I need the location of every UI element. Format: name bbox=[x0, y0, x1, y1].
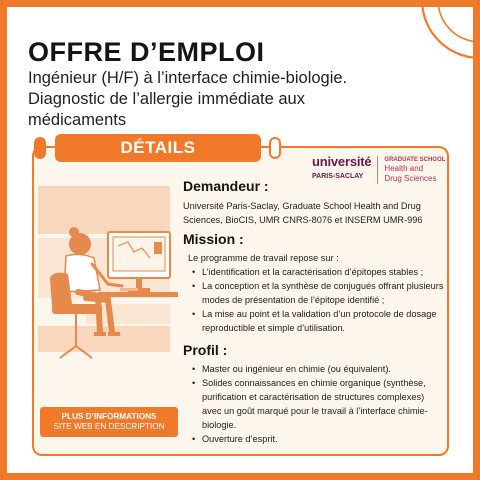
list-item: • Ouverture d’esprit. bbox=[188, 432, 446, 446]
tab-pill-left bbox=[34, 137, 46, 159]
university-logo bbox=[312, 156, 445, 186]
demandeur-heading: Demandeur : bbox=[183, 178, 269, 194]
website-label: SITE WEB EN DESCRIPTION bbox=[53, 422, 165, 431]
demandeur-text: Université Paris-Saclay, Graduate School Health and Drug Sciences, BioCIS, UMR CNRS-8076 et INSERM UMR-996 bbox=[183, 201, 423, 225]
list-item: • La mise au point et la validation d’un protocole de dosage reproductible et simple d’utilisation. bbox=[188, 307, 446, 335]
details-tab: DÉTAILS bbox=[55, 134, 261, 162]
logo-school-name-1: Health and bbox=[384, 164, 424, 173]
logo-school-name-2: Drug Sciences bbox=[384, 174, 437, 183]
page-title: OFFRE D’EMPLOI bbox=[28, 37, 265, 67]
more-info-label: PLUS D’INFORMATIONS bbox=[61, 412, 157, 421]
mission-intro: Le programme de travail repose sur : bbox=[188, 253, 339, 263]
logo-divider bbox=[377, 156, 378, 184]
mission-list bbox=[188, 265, 446, 335]
person-at-computer-illustration bbox=[38, 186, 178, 386]
more-info-button[interactable] bbox=[40, 407, 178, 437]
list-item: • L’identification et la caractérisation d’épitopes stables ; bbox=[188, 265, 446, 279]
corner-decoration bbox=[360, 0, 480, 80]
job-subtitle: Ingénieur (H/F) à l’interface chimie-biologie. Diagnostic de l’allergie immédiate aux médicaments bbox=[28, 69, 348, 129]
list-item: • Solides connaissances en chimie organique (synthèse, purification et caractérisation de structures complexes) avec un goût marqué pour le travail à l’interface chimie-biologie. bbox=[188, 376, 446, 432]
mission-heading: Mission : bbox=[183, 231, 244, 247]
profil-list bbox=[188, 362, 446, 446]
logo-school-text: GRADUATE SCHOOL bbox=[384, 157, 446, 163]
list-item: • La conception et la synthèse de conjugués offrant plusieurs modes de présentation de l’épitope identifié ; bbox=[188, 279, 446, 307]
logo-university-text: université bbox=[312, 154, 372, 169]
list-item: • Master ou ingénieur en chimie (ou équivalent). bbox=[188, 362, 446, 376]
logo-campus-text: PARIS-SACLAY bbox=[312, 173, 364, 180]
profil-heading: Profil : bbox=[183, 342, 228, 358]
tab-pill-right bbox=[269, 137, 281, 159]
